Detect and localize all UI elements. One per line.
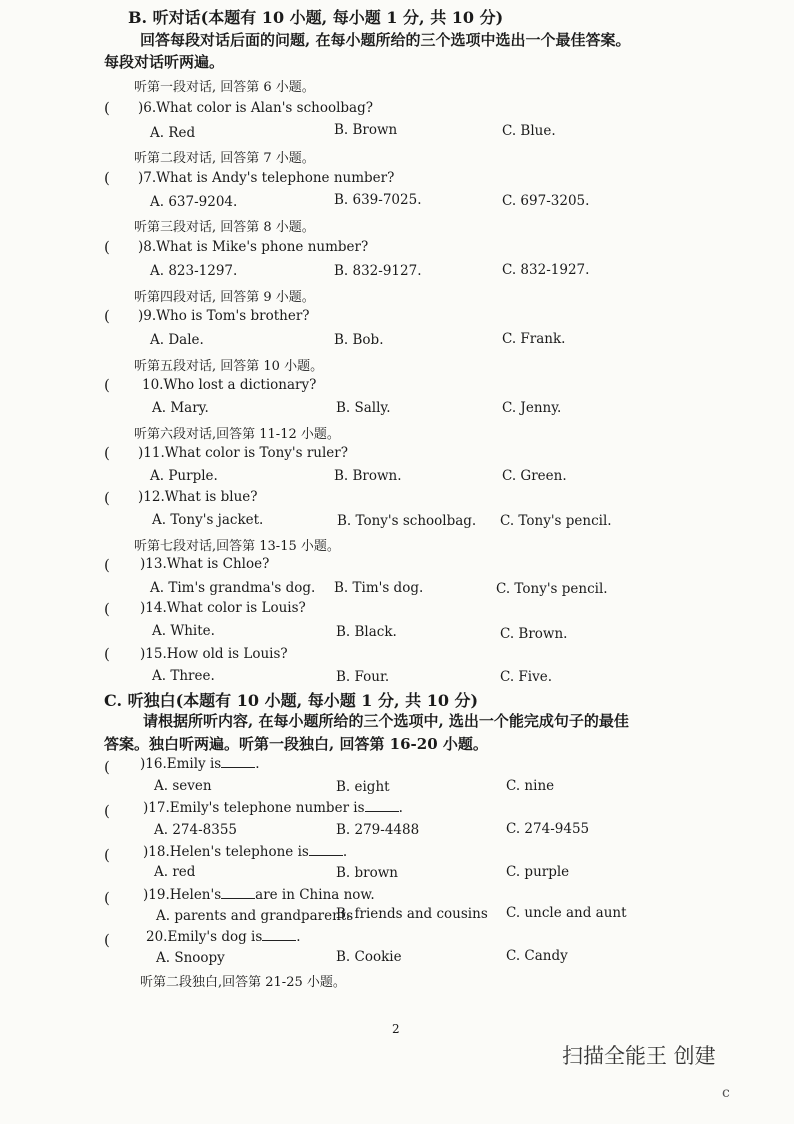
- option-a: A. seven: [154, 778, 212, 794]
- option-a: A. 823-1297.: [150, 263, 238, 279]
- question-12: )12.What is blue?: [138, 489, 258, 505]
- option-b: B. 639-7025.: [334, 192, 422, 208]
- question-17: )17.Emily's telephone number is .: [143, 800, 403, 816]
- option-c: C. Tony's pencil.: [500, 513, 612, 529]
- dialogue-intro-3: 听第三段对话, 回答第 8 小题。: [134, 220, 315, 235]
- answer-paren: (: [104, 802, 110, 820]
- option-b: B. 279-4488: [336, 822, 420, 838]
- option-c: C. Five.: [500, 669, 553, 685]
- answer-paren: (: [104, 489, 110, 507]
- question-10: 10.Who lost a dictionary?: [142, 377, 317, 393]
- option-a: A. parents and grandparents: [156, 908, 354, 924]
- option-b: B. brown: [336, 865, 398, 881]
- option-b: B. Brown: [334, 122, 398, 138]
- option-c: C. Brown.: [500, 626, 568, 642]
- option-a: A. White.: [152, 623, 215, 639]
- question-8: )8.What is Mike's phone number?: [138, 239, 369, 255]
- answer-paren: (: [104, 556, 110, 574]
- question-16: )16.Emily is .: [140, 756, 260, 772]
- dialogue-intro-4: 听第四段对话, 回答第 9 小题。: [134, 290, 315, 305]
- option-a: A. Three.: [152, 668, 215, 684]
- option-b: B. Tim's dog.: [334, 580, 424, 596]
- option-c: C. purple: [506, 864, 570, 880]
- monologue-intro-2: 听第二段独白,回答第 21-25 小题。: [140, 975, 346, 990]
- scanner-watermark: 扫描全能王 创建: [562, 1044, 716, 1068]
- option-a: A. Purple.: [150, 468, 218, 484]
- option-a: A. Red: [150, 125, 196, 141]
- question-15: )15.How old is Louis?: [140, 646, 288, 662]
- option-c: C. Blue.: [502, 123, 556, 139]
- answer-paren: (: [104, 758, 110, 776]
- section-c-instruction-1: 请根据所听内容, 在每小题所给的三个选项中, 选出一个能完成句子的最佳: [143, 712, 629, 730]
- question-14: )14.What color is Louis?: [140, 600, 306, 616]
- answer-paren: (: [104, 238, 110, 256]
- question-11: )11.What color is Tony's ruler?: [138, 445, 348, 461]
- answer-blank: [309, 854, 343, 856]
- option-a: A. red: [154, 864, 196, 880]
- option-b: B. Bob.: [334, 332, 384, 348]
- question-19: )19.Helen's are in China now.: [143, 887, 375, 903]
- section-c-heading: C. 听独白(本题有 10 小题, 每小题 1 分, 共 10 分): [104, 691, 479, 710]
- option-c: C. Jenny.: [502, 400, 562, 416]
- option-b: B. Cookie: [336, 949, 402, 965]
- option-c: C. Tony's pencil.: [496, 581, 608, 597]
- option-a: A. Tony's jacket.: [152, 512, 264, 528]
- section-c-instruction-2: 答案。独白听两遍。听第一段独白, 回答第 16-20 小题。: [104, 735, 488, 753]
- dialogue-intro-1: 听第一段对话, 回答第 6 小题。: [134, 80, 315, 95]
- answer-blank: [221, 766, 255, 768]
- dialogue-intro-5: 听第五段对话, 回答第 10 小题。: [134, 359, 324, 374]
- option-a: A. Snoopy: [156, 950, 225, 966]
- option-c: C. Candy: [506, 948, 568, 964]
- question-9: )9.Who is Tom's brother?: [138, 308, 310, 324]
- section-b-heading: B. 听对话(本题有 10 小题, 每小题 1 分, 共 10 分): [128, 8, 504, 27]
- page-number: 2: [392, 1022, 400, 1036]
- option-c: C. 832-1927.: [502, 262, 590, 278]
- option-a: A. Tim's grandma's dog.: [150, 580, 316, 596]
- option-c: C. uncle and aunt: [506, 905, 627, 921]
- option-a: A. 637-9204.: [150, 194, 238, 210]
- answer-paren: (: [104, 931, 110, 949]
- answer-blank: [262, 939, 296, 941]
- option-a: A. Mary.: [152, 400, 209, 416]
- answer-paren: (: [104, 99, 110, 117]
- option-b: B. Black.: [336, 624, 397, 640]
- option-b: B. 832-9127.: [334, 263, 422, 279]
- question-7: )7.What is Andy's telephone number?: [138, 170, 395, 186]
- answer-paren: (: [104, 846, 110, 864]
- question-13: )13.What is Chloe?: [140, 556, 270, 572]
- dialogue-intro-7: 听第七段对话,回答第 13-15 小题。: [134, 539, 340, 554]
- option-b: B. eight: [336, 779, 390, 795]
- question-20: 20.Emily's dog is .: [146, 929, 301, 945]
- answer-blank: [221, 897, 255, 899]
- section-b-instruction-1: 回答每段对话后面的问题, 在每小题所给的三个选项中选出一个最佳答案。: [140, 31, 631, 49]
- answer-paren: (: [104, 444, 110, 462]
- option-c: C. 697-3205.: [502, 193, 590, 209]
- option-b: B. Four.: [336, 669, 390, 685]
- question-18: )18.Helen's telephone is .: [143, 844, 348, 860]
- answer-paren: (: [104, 889, 110, 907]
- dialogue-intro-2: 听第二段对话, 回答第 7 小题。: [134, 151, 315, 166]
- answer-paren: (: [104, 169, 110, 187]
- option-c: C. Green.: [502, 468, 567, 484]
- answer-paren: (: [104, 307, 110, 325]
- answer-paren: (: [104, 376, 110, 394]
- option-a: A. 274-8355: [154, 822, 238, 838]
- answer-blank: [365, 810, 399, 812]
- corner-mark: с: [722, 1085, 730, 1101]
- option-b: B. friends and cousins: [336, 906, 488, 922]
- dialogue-intro-6: 听第六段对话,回答第 11-12 小题。: [134, 427, 340, 442]
- option-c: C. nine: [506, 778, 555, 794]
- option-b: B. Sally.: [336, 400, 391, 416]
- answer-paren: (: [104, 600, 110, 618]
- option-c: C. Frank.: [502, 331, 566, 347]
- option-a: A. Dale.: [150, 332, 204, 348]
- option-c: C. 274-9455: [506, 821, 590, 837]
- question-6: )6.What color is Alan's schoolbag?: [138, 100, 373, 116]
- answer-paren: (: [104, 645, 110, 663]
- section-b-instruction-2: 每段对话听两遍。: [104, 53, 225, 71]
- option-b: B. Brown.: [334, 468, 402, 484]
- option-b: B. Tony's schoolbag.: [337, 513, 477, 529]
